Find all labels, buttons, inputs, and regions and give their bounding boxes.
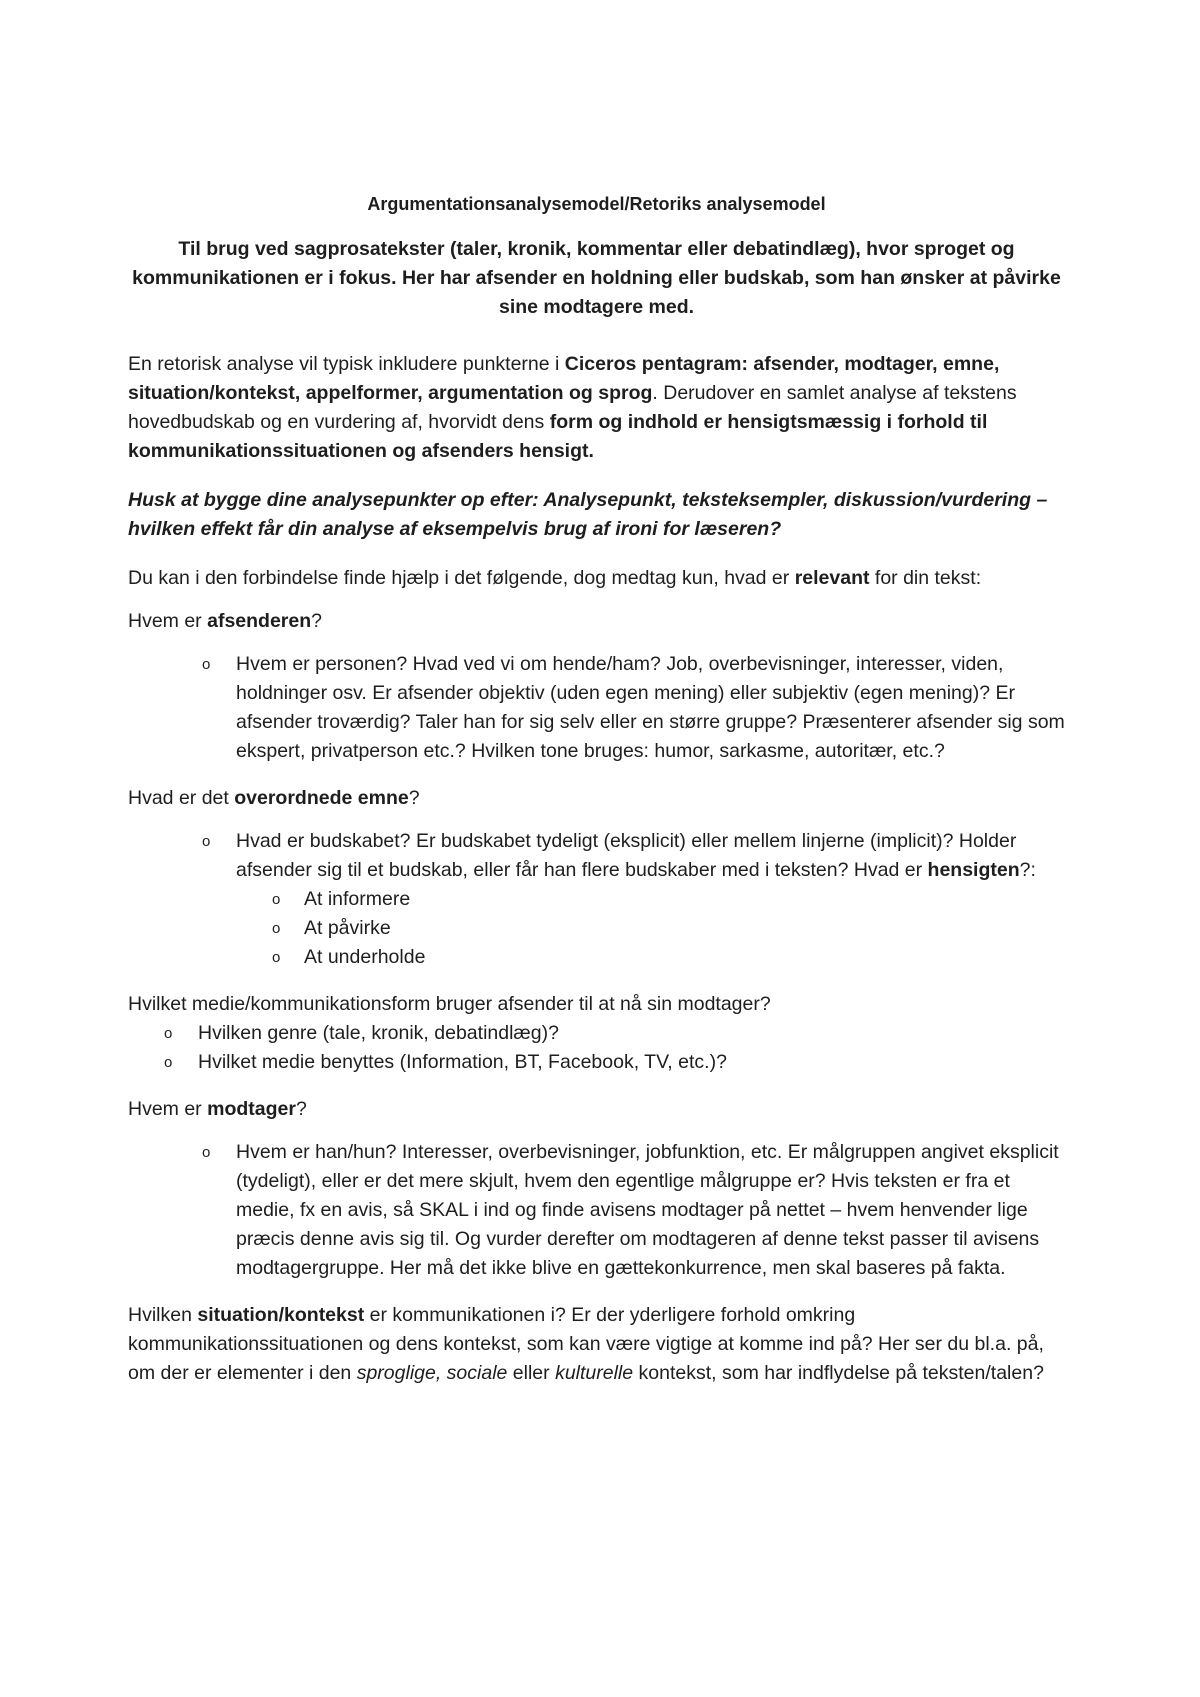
list-item	[272, 914, 1065, 943]
pentagram-text-2: . Derudover en samlet analyse af tekstens hovedbudskab og en vurdering af, hvorvidt dens	[128, 382, 1017, 433]
bullet-circle-icon: o	[272, 891, 281, 908]
purpose-item: At informere	[304, 888, 411, 910]
medium-bullet-text: Hvilken genre (tale, kronik, debatindlæg)?	[198, 1022, 559, 1044]
sender-question-text-1: Hvem er	[128, 610, 208, 632]
bullet-circle-icon: o	[272, 949, 281, 966]
list-item	[272, 943, 1065, 972]
pentagram-paragraph	[128, 350, 1065, 466]
topic-bullet-text-2: ?:	[1019, 859, 1036, 881]
sender-bullet-list	[128, 650, 1065, 766]
situation-text-2: er kommunikationen i? Er der yderligere forhold omkring kommunikationssituationen og dens kontekst, som kan være vigtige at komme ind på? Her ser du bl.a. på, om der er elementer i den	[128, 1304, 1044, 1384]
bullet-circle-icon: o	[164, 1054, 173, 1071]
list-item	[202, 827, 1065, 972]
sender-question	[128, 607, 1065, 636]
help-paragraph	[128, 564, 1065, 593]
bullet-circle-icon: o	[202, 833, 211, 850]
reminder-paragraph: Husk at bygge dine analysepunkter op efter: Analysepunkt, teksteksempler, diskussion/vurdering – hvilken effekt får din analyse af eksempelvis brug af ironi for læseren?	[128, 489, 1048, 540]
sender-question-bold: afsenderen	[207, 610, 312, 632]
receiver-question-text-1: Hvem er	[128, 1098, 208, 1120]
receiver-bullet-list	[128, 1138, 1065, 1283]
medium-bullet-text: Hvilket medie benyttes (Information, BT, Facebook, TV, etc.)?	[198, 1051, 727, 1073]
medium-bullet-list	[128, 1019, 1065, 1077]
sender-question-text-2: ?	[311, 610, 323, 632]
pentagram-text-1: En retorisk analyse vil typisk inkludere punkterne i	[128, 353, 565, 375]
topic-bullet-bold: hensigten	[927, 859, 1020, 881]
situation-bold: situation/kontekst	[197, 1304, 365, 1326]
situation-italic-2: kulturelle	[555, 1362, 634, 1384]
sender-bullet-text: Hvem er personen? Hvad ved vi om hende/ham? Job, overbevisninger, interesser, viden, holdninger osv. Er afsender objektiv (uden egen mening) eller subjektiv (egen mening)? Er afsender troværdig? Taler han for sig selv eller en større gruppe? Præsenterer afsender sig som ekspert, privatperson etc.? Hvilken tone bruges: humor, sarkasme, autoritær, etc.?	[236, 653, 1065, 762]
help-text-1: Du kan i den forbindelse finde hjælp i det følgende, dog medtag kun, hvad er	[128, 567, 795, 589]
topic-bullet-text-1: Hvad er budskabet? Er budskabet tydeligt (eksplicit) eller mellem linjerne (implicit)? Holder afsender sig til et budskab, eller får han flere budskaber med i teksten? Hvad er	[236, 830, 1017, 881]
purpose-item: At påvirke	[304, 917, 391, 939]
situation-text-3: eller	[507, 1362, 556, 1384]
receiver-question-text-2: ?	[295, 1098, 307, 1120]
list-item	[202, 1138, 1065, 1283]
bullet-circle-icon: o	[164, 1025, 173, 1042]
bullet-circle-icon: o	[202, 1144, 211, 1161]
situation-text-4: kontekst, som har indflydelse på teksten/talen?	[633, 1362, 1044, 1384]
receiver-question-bold: modtager	[207, 1098, 296, 1120]
medium-question: Hvilket medie/kommunikationsform bruger afsender til at nå sin modtager?	[128, 993, 771, 1015]
help-bold: relevant	[794, 567, 870, 589]
document-title: Argumentationsanalysemodel/Retoriks analysemodel	[367, 194, 826, 214]
bullet-circle-icon: o	[272, 920, 281, 937]
intro-paragraph: Til brug ved sagprosatekster (taler, kronik, kommentar eller debatindlæg), hvor sproget og kommunikationen er i fokus. Her har afsender en holdning eller budskab, som han ønsker at påvirke sine modtagere med.	[132, 238, 1061, 318]
receiver-bullet-text: Hvem er han/hun? Interesser, overbevisninger, jobfunktion, etc. Er målgruppen angivet eksplicit (tydeligt), eller er det mere skjult, hvem den egentlige målgruppe er? Hvis teksten er fra et medie, fx en avis, så SKAL i ind og finde avisens modtager på nettet – hvem henvender lige præcis denne avis sig til. Og vurder derefter om modtageren af denne tekst passer til avisens modtagergruppe. Her må det ikke blive en gættekonkurrence, men skal baseres på fakta.	[236, 1141, 1059, 1279]
list-item	[164, 1019, 1065, 1048]
purpose-list	[236, 885, 1065, 972]
situation-paragraph	[128, 1301, 1065, 1388]
situation-text-1: Hvilken	[128, 1304, 198, 1326]
situation-italic-1: sproglige, sociale	[356, 1362, 508, 1384]
topic-question	[128, 784, 1065, 813]
list-item	[164, 1048, 1065, 1077]
topic-bullet-list	[128, 827, 1065, 972]
purpose-item: At underholde	[304, 946, 426, 968]
help-text-2: for din tekst:	[869, 567, 982, 589]
pentagram-bold-2: form og indhold er hensigtsmæssig i forhold til kommunikationssituationen og afsenders hensigt.	[128, 411, 988, 462]
list-item	[202, 650, 1065, 766]
topic-question-text-2: ?	[408, 787, 420, 809]
bullet-circle-icon: o	[202, 656, 211, 673]
receiver-question	[128, 1095, 1065, 1124]
list-item	[272, 885, 1065, 914]
topic-question-text-1: Hvad er det	[128, 787, 235, 809]
topic-question-bold: overordnede emne	[234, 787, 409, 809]
pentagram-bold-1: Ciceros pentagram: afsender, modtager, emne, situation/kontekst, appelformer, argumentation og sprog	[128, 353, 1000, 404]
